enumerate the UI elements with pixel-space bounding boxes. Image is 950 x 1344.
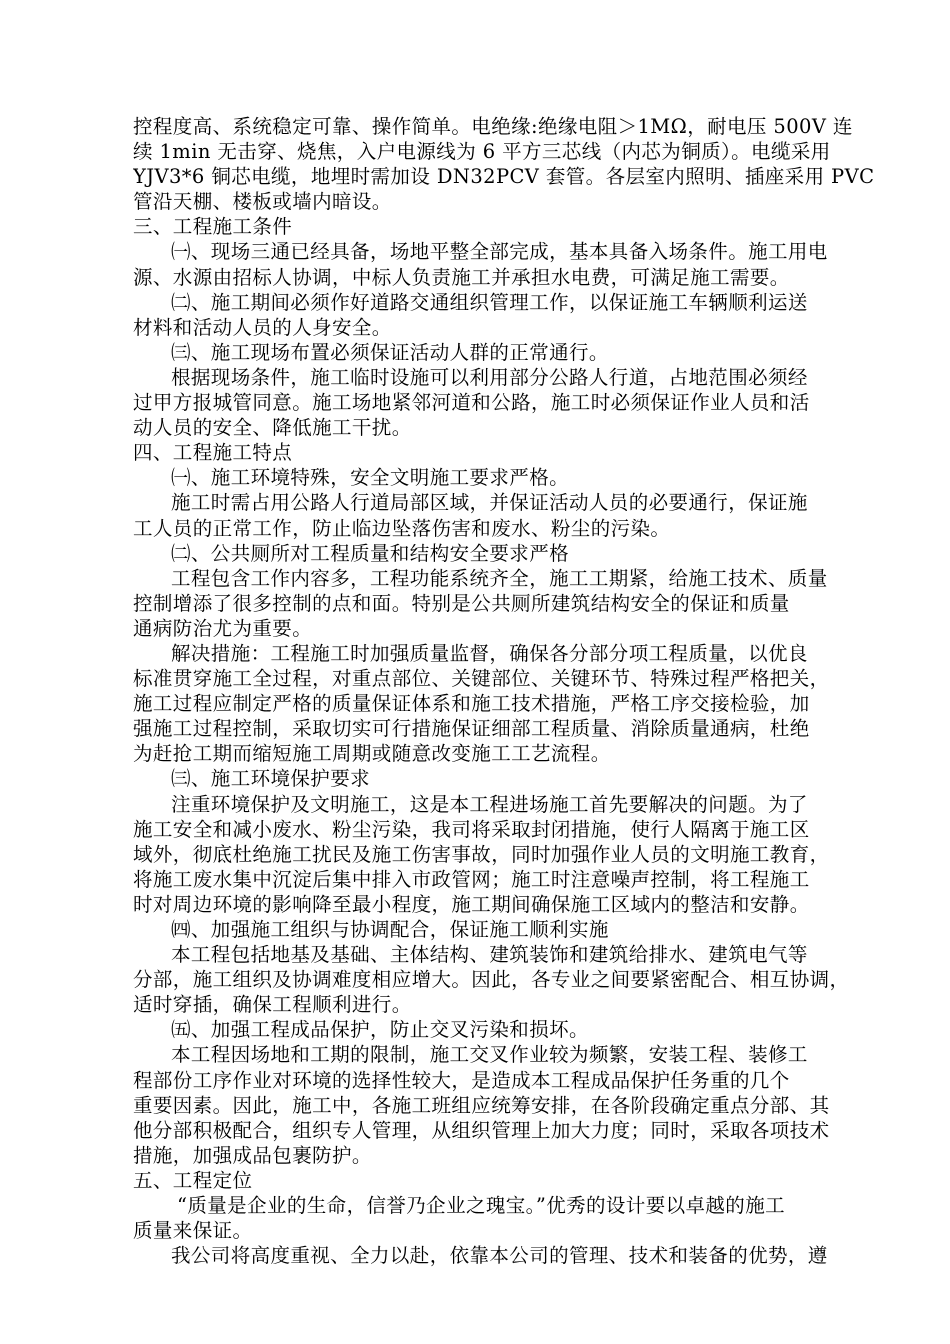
text-line: 本工程因场地和工期的限制，施工交叉作业较为频繁，安装工程、装修工 (171, 1043, 808, 1067)
text-line: 标准贯穿施工全过程，对重点部位、关键部位、关键环节、特殊过程严格把关， (133, 667, 830, 691)
text-line: 适时穿插，确保工程顺利进行。 (133, 993, 412, 1017)
text-line: 施工时需占用公路人行道局部区域，并保证活动人员的必要通行，保证施 (171, 491, 808, 515)
text-line: 为赶抢工期而缩短施工周期或随意改变施工工艺流程。 (133, 742, 611, 766)
text-line: 将施工废水集中沉淀后集中排入市政管网；施工时注意噪声控制，将工程施工 (133, 867, 810, 891)
text-line: 域外，彻底杜绝施工扰民及施工伤害事故，同时加强作业人员的文明施工教育， (133, 842, 830, 866)
text-line: 我公司将高度重视、全力以赴，依靠本公司的管理、技术和装备的优势，遵 (171, 1244, 828, 1268)
text-line: 五、工程定位 (133, 1168, 253, 1192)
text-line: 分部，施工组织及协调难度相应增大。因此，各专业之间要紧密配合、相互协调， (133, 968, 850, 992)
text-line: ㈣、加强施工组织与协调配合，保证施工顺利实施 (171, 918, 609, 941)
text-line: ㈡、施工期间必须作好道路交通组织管理工作，以保证施工车辆顺利运送 (171, 290, 808, 314)
text-line: 根据现场条件，施工临时设施可以利用部分公路人行道，占地范围必须经 (171, 365, 808, 389)
text-line: ㈤、加强工程成品保护，防止交叉污染和损坏。 (171, 1018, 589, 1042)
document-body (133, 114, 881, 1268)
text-line: 强施工过程控制，采取切实可行措施保证细部工程质量、消除质量通病，杜绝 (133, 717, 810, 741)
text-line: 工人员的正常工作，防止临边坠落伤害和废水、粉尘的污染。 (133, 516, 671, 540)
text-line: ㈡、公共厕所对工程质量和结构安全要求严格 (171, 541, 570, 565)
text-line: 重要因素。因此，施工中，各施工班组应统筹安排，在各阶段确定重点分部、其 (133, 1093, 830, 1117)
text-line: 控程度高、系统稳定可靠、操作简单。电绝缘:绝缘电阻＞1MΩ，耐电压 500V 连 (133, 115, 853, 138)
text-line: 质量来保证。 (133, 1219, 253, 1243)
text-line: 注重环境保护及文明施工，这是本工程进场施工首先要解决的问题。为了 (171, 792, 808, 816)
text-line: 时对周边环境的影响降至最小程度，施工期间确保施工区域内的整洁和安静。 (133, 892, 810, 916)
text-line: 通病防治尤为重要。 (133, 616, 313, 640)
text-line: 本工程包括地基及基础、主体结构、建筑装饰和建筑给排水、建筑电气等 (171, 943, 808, 967)
text-line: 控制增添了很多控制的点和面。特别是公共厕所建筑结构安全的保证和质量 (133, 591, 790, 615)
text-line: 三、工程施工条件 (133, 215, 293, 239)
text-line: 四、工程施工特点 (133, 441, 293, 465)
text-line: ㈢、施工环境保护要求 (171, 767, 371, 791)
text-line: 管沿天棚、楼板或墙内暗设。 (133, 190, 392, 214)
text-line: 他分部积极配合，组织专人管理，从组织管理上加大力度；同时，采取各项技术 (133, 1118, 830, 1142)
text-line: 程部份工序作业对环境的选择性较大，是造成本工程成品保护任务重的几个 (133, 1068, 790, 1092)
text-line: ㈢、施工现场布置必须保证活动人群的正常通行。 (171, 340, 609, 364)
text-line: 施工安全和减小废水、粉尘污染，我司将采取封闭措施，使行人隔离于施工区 (133, 817, 810, 841)
text-line: 材料和活动人员的人身安全。 (133, 315, 392, 339)
text-line: ㈠、现场三通已经具备，场地平整全部完成，基本具备入场条件。施工用电 (171, 240, 828, 264)
text-line: 工程包含工作内容多，工程功能系统齐全，施工工期紧，给施工技术、质量 (171, 566, 828, 590)
text-line: ㈠、施工环境特殊，安全文明施工要求严格。 (171, 466, 570, 490)
text-line: 续 1min 无击穿、烧焦，入户电源线为 6 平方三芯线（内芯为铜质）。电缆采用 (133, 140, 831, 164)
text-line: “质量是企业的生命，信誉乃企业之瑰宝。”优秀的设计要以卓越的施工 (177, 1194, 785, 1218)
text-line: 动人员的安全、降低施工干扰。 (133, 416, 412, 440)
text-line: 过甲方报城管同意。施工场地紧邻河道和公路，施工时必须保证作业人员和活 (133, 391, 810, 415)
text-line: YJV3*6 铜芯电缆，地埋时需加设 DN32PCV 套管。各层室内照明、插座采用 PVC (133, 165, 875, 189)
text-line: 解决措施：工程施工时加强质量监督，确保各分部分项工程质量，以优良 (171, 641, 808, 665)
text-line: 源、水源由招标人协调，中标人负责施工并承担水电费，可满足施工需要。 (133, 265, 790, 289)
text-line: 措施，加强成品包裹防护。 (133, 1143, 372, 1167)
text-line: 施工过程应制定严格的质量保证体系和施工技术措施，严格工序交接检验，加 (133, 692, 810, 716)
